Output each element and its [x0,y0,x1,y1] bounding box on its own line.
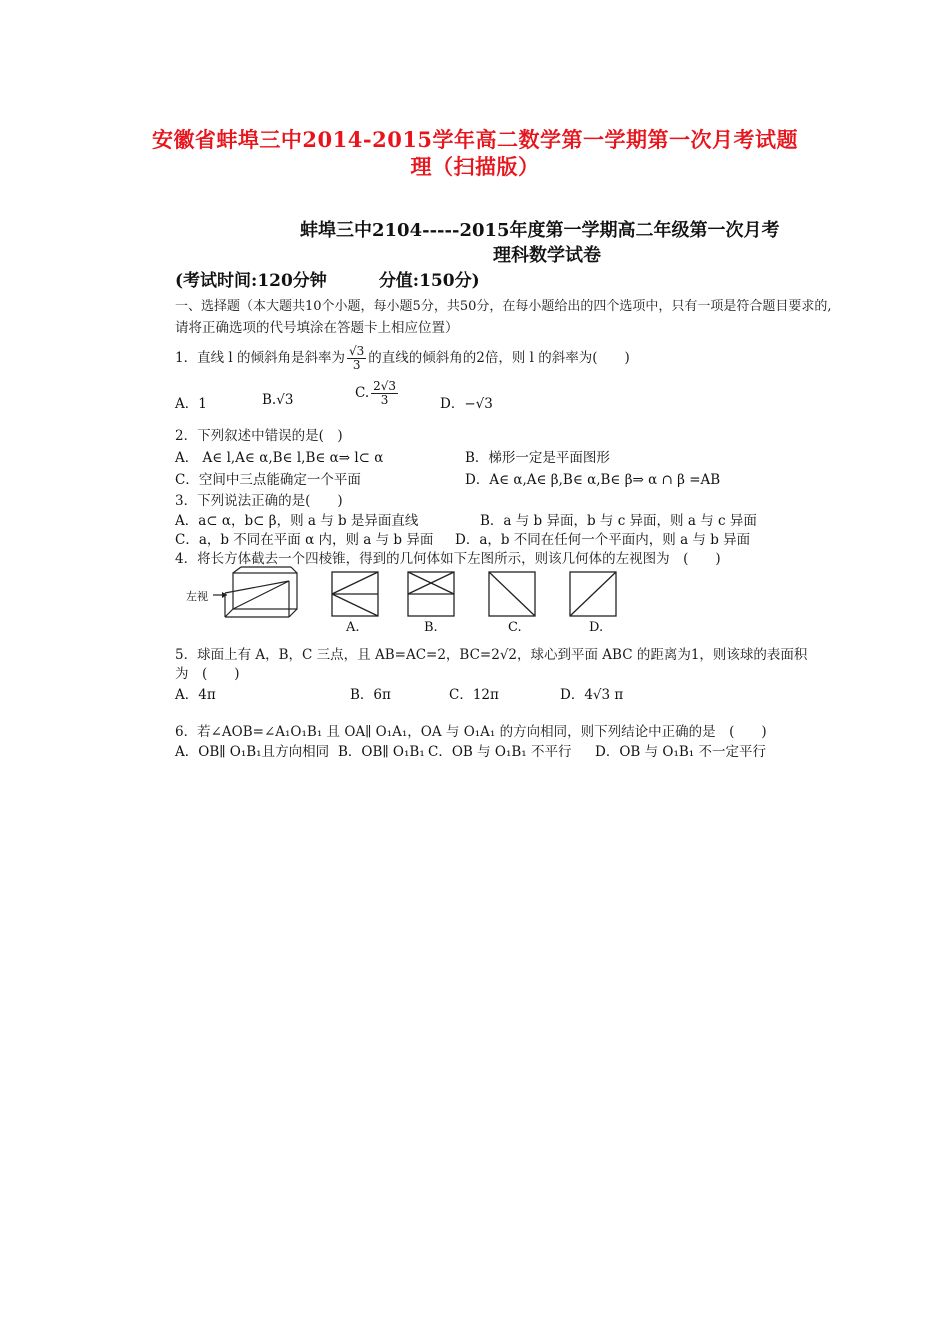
q6-option-a: A．OB∥ O₁B₁且方向相同 [175,744,330,760]
q1-fraction [347,345,366,372]
q5-stem-cont: 为 ( ) [175,666,240,682]
q1-stem [175,345,630,372]
exam-time: (考试时间:120分钟 [175,271,327,291]
q1-frac-den: 3 [352,358,361,372]
q5-option-d: D．4√3 π [560,687,624,703]
q1-option-c-label: C. [355,385,370,401]
q1-stem-part2: 的直线的倾斜角的2倍，则 l 的斜率为( ) [368,350,630,366]
q2-option-c: C．空间中三点能确定一个平面 [175,472,361,488]
q6-stem: 6．若∠AOB=∠A₁O₁B₁ 且 OA∥ O₁A₁，OA 与 O₁A₁ 的方向相同，则下列结论中正确的是 ( ) [175,724,767,740]
q2-option-a: A． A∈ l,A∈ α,B∈ l,B∈ α⇒ l⊂ α [175,450,384,466]
option-b-label: B. [424,620,438,635]
q1-option-d: D．−√3 [440,396,493,412]
q5-option-a: A．4π [175,687,216,703]
section-instructions-line2: 请将正确选项的代号填涂在答题卡上相应位置） [175,320,459,336]
q3-option-d: D．a，b 不同在任何一个平面内，则 a 与 b 异面 [455,532,751,548]
q3-option-b: B．a 与 b 异面，b 与 c 异面，则 a 与 c 异面 [480,513,757,529]
q6-option-c: C．OB 与 O₁B₁ 不平行 [428,744,572,760]
q1-option-a: A．1 [175,396,207,412]
option-a-view [331,571,379,617]
q1-frac-num: √3 [349,344,365,358]
q2-stem: 2．下列叙述中错误的是( ) [175,428,343,444]
option-a-label: A. [346,620,360,635]
q1-option-c-den: 3 [380,393,389,407]
q5-option-b: B．6π [350,687,391,703]
q1-option-b: B.√3 [262,392,294,408]
exam-subject: 理科数学试卷 [493,245,601,266]
q6-option-b: B．OB∥ O₁B₁ [338,744,425,760]
q2-option-b: B．梯形一定是平面图形 [465,450,610,466]
option-c-view [488,571,536,617]
exam-score: 分值:150分) [378,271,480,291]
document-title: 安徽省蚌埠三中2014-2015学年高二数学第一学期第一次月考试题 [151,127,799,152]
q2-option-d: D．A∈ α,A∈ β,B∈ α,B∈ β⇒ α ∩ β =AB [465,472,721,488]
q1-option-c-num: 2√3 [373,379,397,393]
q5-option-c: C．12π [449,687,499,703]
q1-option-c-fraction [371,380,398,407]
q3-stem: 3．下列说法正确的是( ) [175,493,343,509]
q3-option-a: A．a⊂ α，b⊂ β，则 a 与 b 是异面直线 [175,513,419,529]
q3-option-c: C．a，b 不同在平面 α 内，则 a 与 b 异面 [175,532,434,548]
exam-info [175,266,532,291]
section-instructions-line1: 一、选择题（本大题共10个小题，每小题5分，共50分，在每小题给出的四个选项中，只有一项是符合题目要求的, [175,299,832,314]
option-d-label: D. [589,620,604,635]
q1-stem-part1: 1．直线 l 的倾斜角是斜率为 [175,350,345,366]
option-b-view [407,571,455,617]
q6-option-d: D．OB 与 O₁B₁ 不一定平行 [595,744,766,760]
q5-stem: 5．球面上有 A，B，C 三点，且 AB=AC=2，BC=2√2，球心到平面 ABC 的距离为1，则该球的表面积 [175,647,808,663]
document-subtitle: 理（扫描版） [410,154,540,179]
solid-figure-diagram [205,565,305,630]
exam-title: 蚌埠三中2104-----2015年度第一学期高二年级第一次月考 [300,220,780,241]
left-view-label: 左视 [186,590,208,603]
q4-stem: 4．将长方体截去一个四棱锥，得到的几何体如下左图所示，则该几何体的左视图为 ( ) [175,551,721,567]
q1-option-c [355,380,400,407]
option-c-label: C. [508,620,522,635]
option-d-view [569,571,617,617]
